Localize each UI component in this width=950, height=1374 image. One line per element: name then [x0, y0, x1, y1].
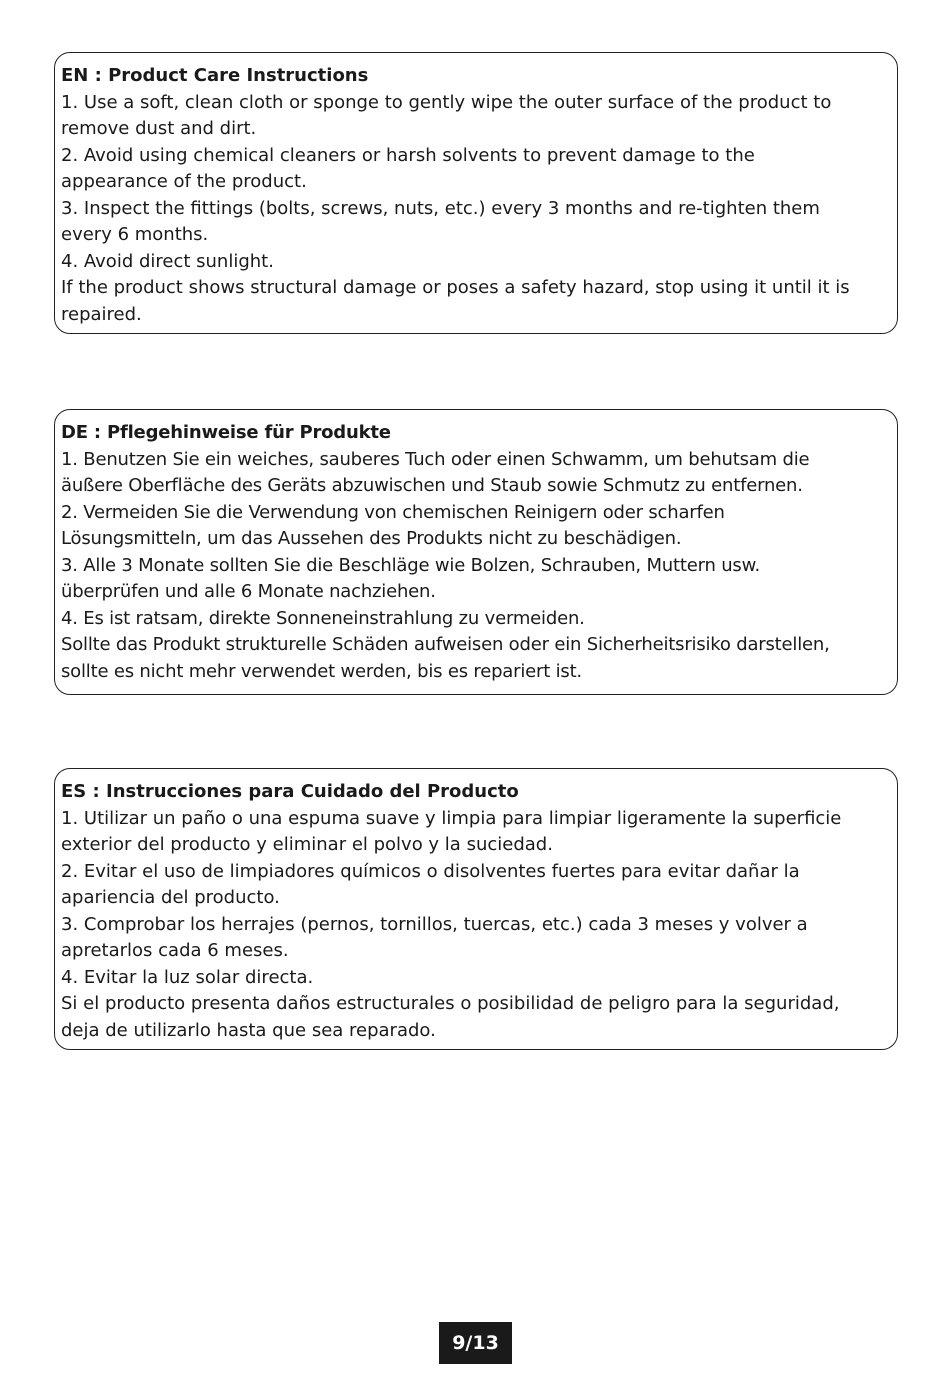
text-line: exterior del producto y eliminar el polvo y la suciedad. — [61, 834, 553, 855]
text-line: 2. Vermeiden Sie die Verwendung von chemischen Reinigern oder scharfen — [61, 501, 725, 523]
text-line: 3. Inspect the fittings (bolts, screws, nuts, etc.) every 3 months and re-tighten them — [61, 197, 820, 219]
text-line: 2. Avoid using chemical cleaners or harsh solvents to prevent damage to the — [61, 144, 755, 166]
text-line: 4. Es ist ratsam, direkte Sonneneinstrahlung zu vermeiden. — [61, 607, 585, 629]
text-line: 4. Evitar la luz solar directa. — [61, 966, 314, 988]
text-line: überprüfen und alle 6 Monate nachziehen. — [61, 581, 436, 602]
text-line: every 6 months. — [61, 224, 209, 245]
section-en-care-instructions — [54, 52, 898, 334]
text-line: 4. Avoid direct sunlight. — [61, 250, 274, 272]
section-de-care-instructions — [54, 409, 898, 695]
text-line: 1. Utilizar un paño o una espuma suave y limpia para limpiar ligeramente la superficie — [61, 807, 842, 829]
text-line: remove dust and dirt. — [61, 118, 257, 139]
section-title: DE : Pflegehinweise für Produkte — [61, 422, 391, 443]
text-line: 1. Use a soft, clean cloth or sponge to gently wipe the outer surface of the product to — [61, 91, 832, 113]
text-line: apretarlos cada 6 meses. — [61, 940, 289, 961]
text-line: 2. Evitar el uso de limpiadores químicos o disolventes fuertes para evitar dañar la — [61, 860, 800, 882]
text-line: sollte es nicht mehr verwendet werden, bis es repariert ist. — [61, 660, 582, 682]
text-line: 1. Benutzen Sie ein weiches, sauberes Tuch oder einen Schwamm, um behutsam die — [61, 448, 810, 470]
text-line: äußere Oberfläche des Geräts abzuwischen und Staub sowie Schmutz zu entfernen. — [61, 475, 803, 496]
text-line: Si el producto presenta daños estructurales o posibilidad de peligro para la seguridad, — [61, 993, 840, 1014]
section-es-care-instructions — [54, 768, 898, 1050]
section-title: ES : Instrucciones para Cuidado del Producto — [61, 781, 519, 802]
text-line: deja de utilizarlo hasta que sea reparado. — [61, 1019, 436, 1041]
text-line: Sollte das Produkt strukturelle Schäden aufweisen oder ein Sicherheitsrisiko darstellen, — [61, 634, 830, 655]
text-line: 3. Comprobar los herrajes (pernos, tornillos, tuercas, etc.) cada 3 meses y volver a — [61, 913, 808, 935]
text-line: appearance of the product. — [61, 171, 307, 192]
text-line: repaired. — [61, 303, 142, 325]
page-number-badge: 9/13 — [439, 1322, 512, 1364]
text-line: 3. Alle 3 Monate sollten Sie die Beschläge wie Bolzen, Schrauben, Muttern usw. — [61, 554, 760, 576]
section-title: EN : Product Care Instructions — [61, 65, 369, 86]
text-line: Lösungsmitteln, um das Aussehen des Produkts nicht zu beschädigen. — [61, 528, 682, 549]
text-line: If the product shows structural damage or poses a safety hazard, stop using it until it is — [61, 277, 850, 298]
text-line: apariencia del producto. — [61, 887, 280, 908]
